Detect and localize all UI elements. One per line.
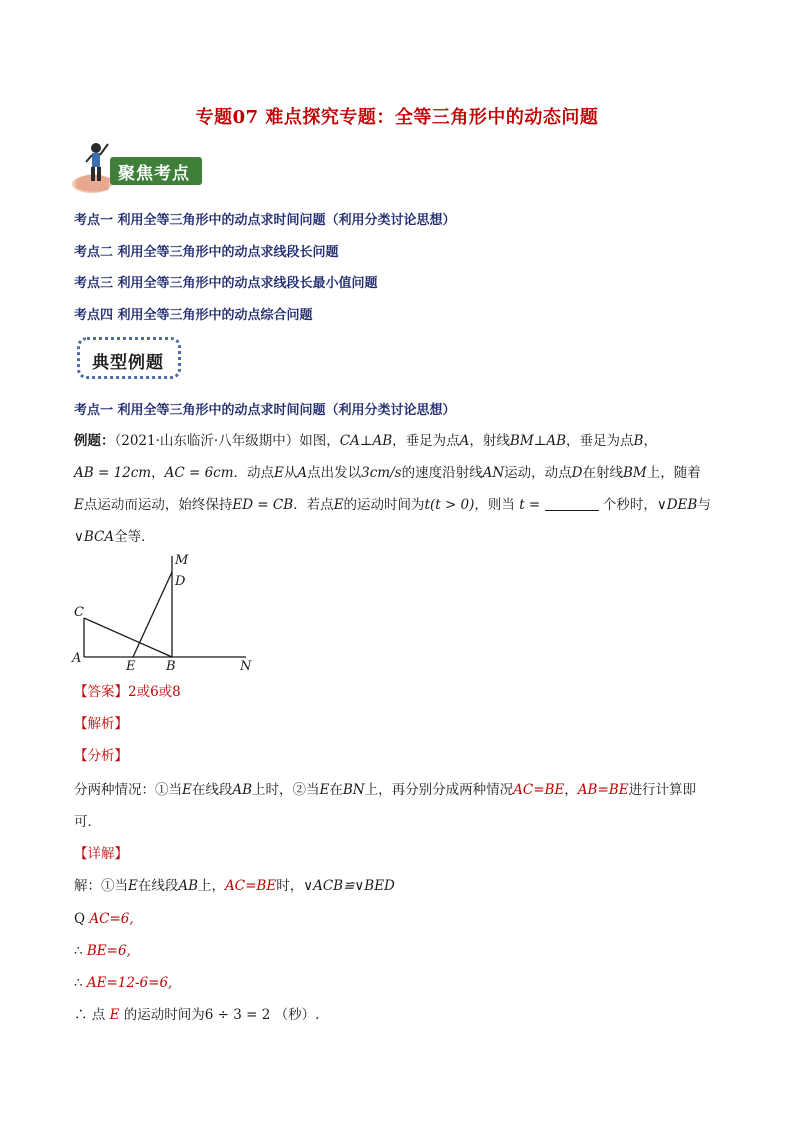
math: AE=12-6=6,: [86, 975, 173, 991]
text: 上，: [198, 878, 226, 894]
kaodian-item-2: 考点二 利用全等三角形中的动点求线段长问题: [74, 245, 339, 260]
text: ，: [643, 433, 657, 449]
text: 的速度沿射线: [401, 465, 483, 481]
label-C: C: [74, 605, 84, 620]
math: AB: [232, 782, 253, 798]
math: CA⊥AB: [339, 433, 393, 449]
text: 从: [283, 465, 298, 481]
text: 上时，②当: [252, 782, 320, 798]
typical-example-box: [77, 337, 181, 379]
math: ED = CB: [232, 497, 294, 513]
math: A: [297, 465, 308, 481]
math: AC=BE: [513, 782, 565, 798]
xiangjie-label: 【详解】: [74, 846, 128, 862]
text: ．若点: [293, 497, 334, 513]
text: 如图，: [299, 433, 340, 449]
label-M: M: [175, 553, 189, 568]
focus-banner: [70, 140, 202, 196]
math: ∨ACB≌∨BED: [303, 878, 395, 894]
banner-label: 聚焦考点: [118, 164, 190, 184]
answer-blank: [545, 496, 599, 511]
math: AN: [482, 465, 505, 481]
fenxi-line-1: [74, 780, 696, 800]
math: ∨BCA: [74, 529, 115, 545]
symbol: ∴: [74, 975, 83, 991]
math: E: [128, 878, 138, 894]
text: （秒）.: [274, 1007, 320, 1023]
text: 上，再分别分成两种情况: [364, 782, 514, 798]
text: 分两种情况：①当: [74, 782, 182, 798]
segment-ED: [133, 572, 172, 657]
math: E: [74, 497, 84, 513]
text: ，垂足为点: [392, 433, 460, 449]
detail-line-4: [74, 973, 172, 993]
detail-line-2: [74, 909, 134, 929]
kaodian-item-1: 考点一 利用全等三角形中的动点求时间问题（利用分类讨论思想）: [74, 213, 456, 228]
math: E: [274, 465, 284, 481]
text: 运动，动点: [504, 465, 572, 481]
kaodian-item-3: 考点三 利用全等三角形中的动点求线段长最小值问题: [74, 276, 378, 291]
math: ∨DEB: [656, 497, 698, 513]
text: 点运动而运动，始终保持: [83, 497, 233, 513]
math: 6 ÷ 3 = 2: [204, 1007, 271, 1023]
math: AB = 12cm: [74, 465, 152, 481]
text: 在: [329, 782, 343, 798]
math: D: [571, 465, 583, 481]
symbol: Q: [74, 911, 86, 927]
text: ，射线: [469, 433, 510, 449]
text: 的运动时间为: [343, 497, 425, 513]
math: E: [182, 782, 192, 798]
page-title: 专题07 难点探究专题：全等三角形中的动态问题: [195, 107, 599, 128]
detail-line-3: [74, 941, 131, 961]
jiexi-label: 【解析】: [74, 716, 128, 732]
math: BM⊥AB: [509, 433, 567, 449]
text: 上，随着: [646, 465, 701, 481]
detail-line-5: [74, 1005, 319, 1025]
text: 点: [91, 1007, 106, 1023]
label-D: D: [175, 574, 186, 589]
label-E: E: [126, 659, 136, 674]
section-heading: 考点一 利用全等三角形中的动点求时间问题（利用分类讨论思想）: [74, 403, 456, 418]
answer-value: 2或6或8: [128, 684, 181, 700]
text: 全等．: [114, 529, 155, 545]
text: 的运动时间为: [123, 1007, 205, 1023]
example-line-4: [74, 527, 155, 547]
text: 进行计算即: [628, 782, 697, 798]
math: 3cm/s: [361, 465, 402, 481]
label-N: N: [240, 659, 252, 674]
example-line-3: [74, 495, 711, 515]
math: AC = 6cm: [164, 465, 234, 481]
text: 点出发以: [307, 465, 362, 481]
math: E: [333, 497, 344, 513]
example-label: 例题：: [74, 433, 115, 449]
detail-line-1: [74, 876, 395, 896]
example-line-2: [74, 463, 701, 483]
text: 在射线: [582, 465, 623, 481]
example-source: （2021·山东临沂·八年级期中）: [114, 433, 300, 449]
symbol: ∴: [74, 1007, 88, 1023]
answer-label: 【答案】: [74, 684, 128, 700]
text: 时，: [276, 878, 304, 894]
math: t =: [519, 497, 541, 513]
text: ，: [151, 465, 165, 481]
math: AC=6,: [89, 911, 134, 927]
text: 在线段: [137, 878, 179, 894]
label-B: B: [166, 659, 176, 674]
text: 与: [697, 497, 711, 513]
math: E: [109, 1007, 120, 1023]
math: AB: [178, 878, 199, 894]
math: BN: [342, 782, 365, 798]
geometry-figure: [66, 550, 266, 675]
fenxi-label: 【分析】: [74, 748, 128, 764]
text: ，: [564, 782, 578, 798]
math: BE=6,: [86, 943, 131, 959]
text: ，则当: [474, 497, 515, 513]
text: ．动点: [233, 465, 275, 481]
math: E: [319, 782, 330, 798]
math: AC=BE: [225, 878, 277, 894]
typical-example-label: 典型例题: [92, 353, 164, 373]
math: B: [633, 433, 644, 449]
text: 在线段: [191, 782, 233, 798]
text: 个秒时，: [602, 497, 657, 513]
math: A: [459, 433, 470, 449]
math: AB=BE: [577, 782, 629, 798]
fenxi-line-2: 可．: [74, 814, 101, 830]
label-A: A: [72, 651, 82, 666]
text: 解：①当: [74, 878, 128, 894]
text: ，垂足为点: [566, 433, 634, 449]
math: BM: [622, 465, 647, 481]
answer-line: [74, 682, 181, 702]
segment-CB: [84, 618, 172, 657]
symbol: ∴: [74, 943, 83, 959]
math: t(t > 0): [424, 497, 475, 513]
kaodian-item-4: 考点四 利用全等三角形中的动点综合问题: [74, 308, 313, 323]
example-line-1: [74, 431, 657, 451]
